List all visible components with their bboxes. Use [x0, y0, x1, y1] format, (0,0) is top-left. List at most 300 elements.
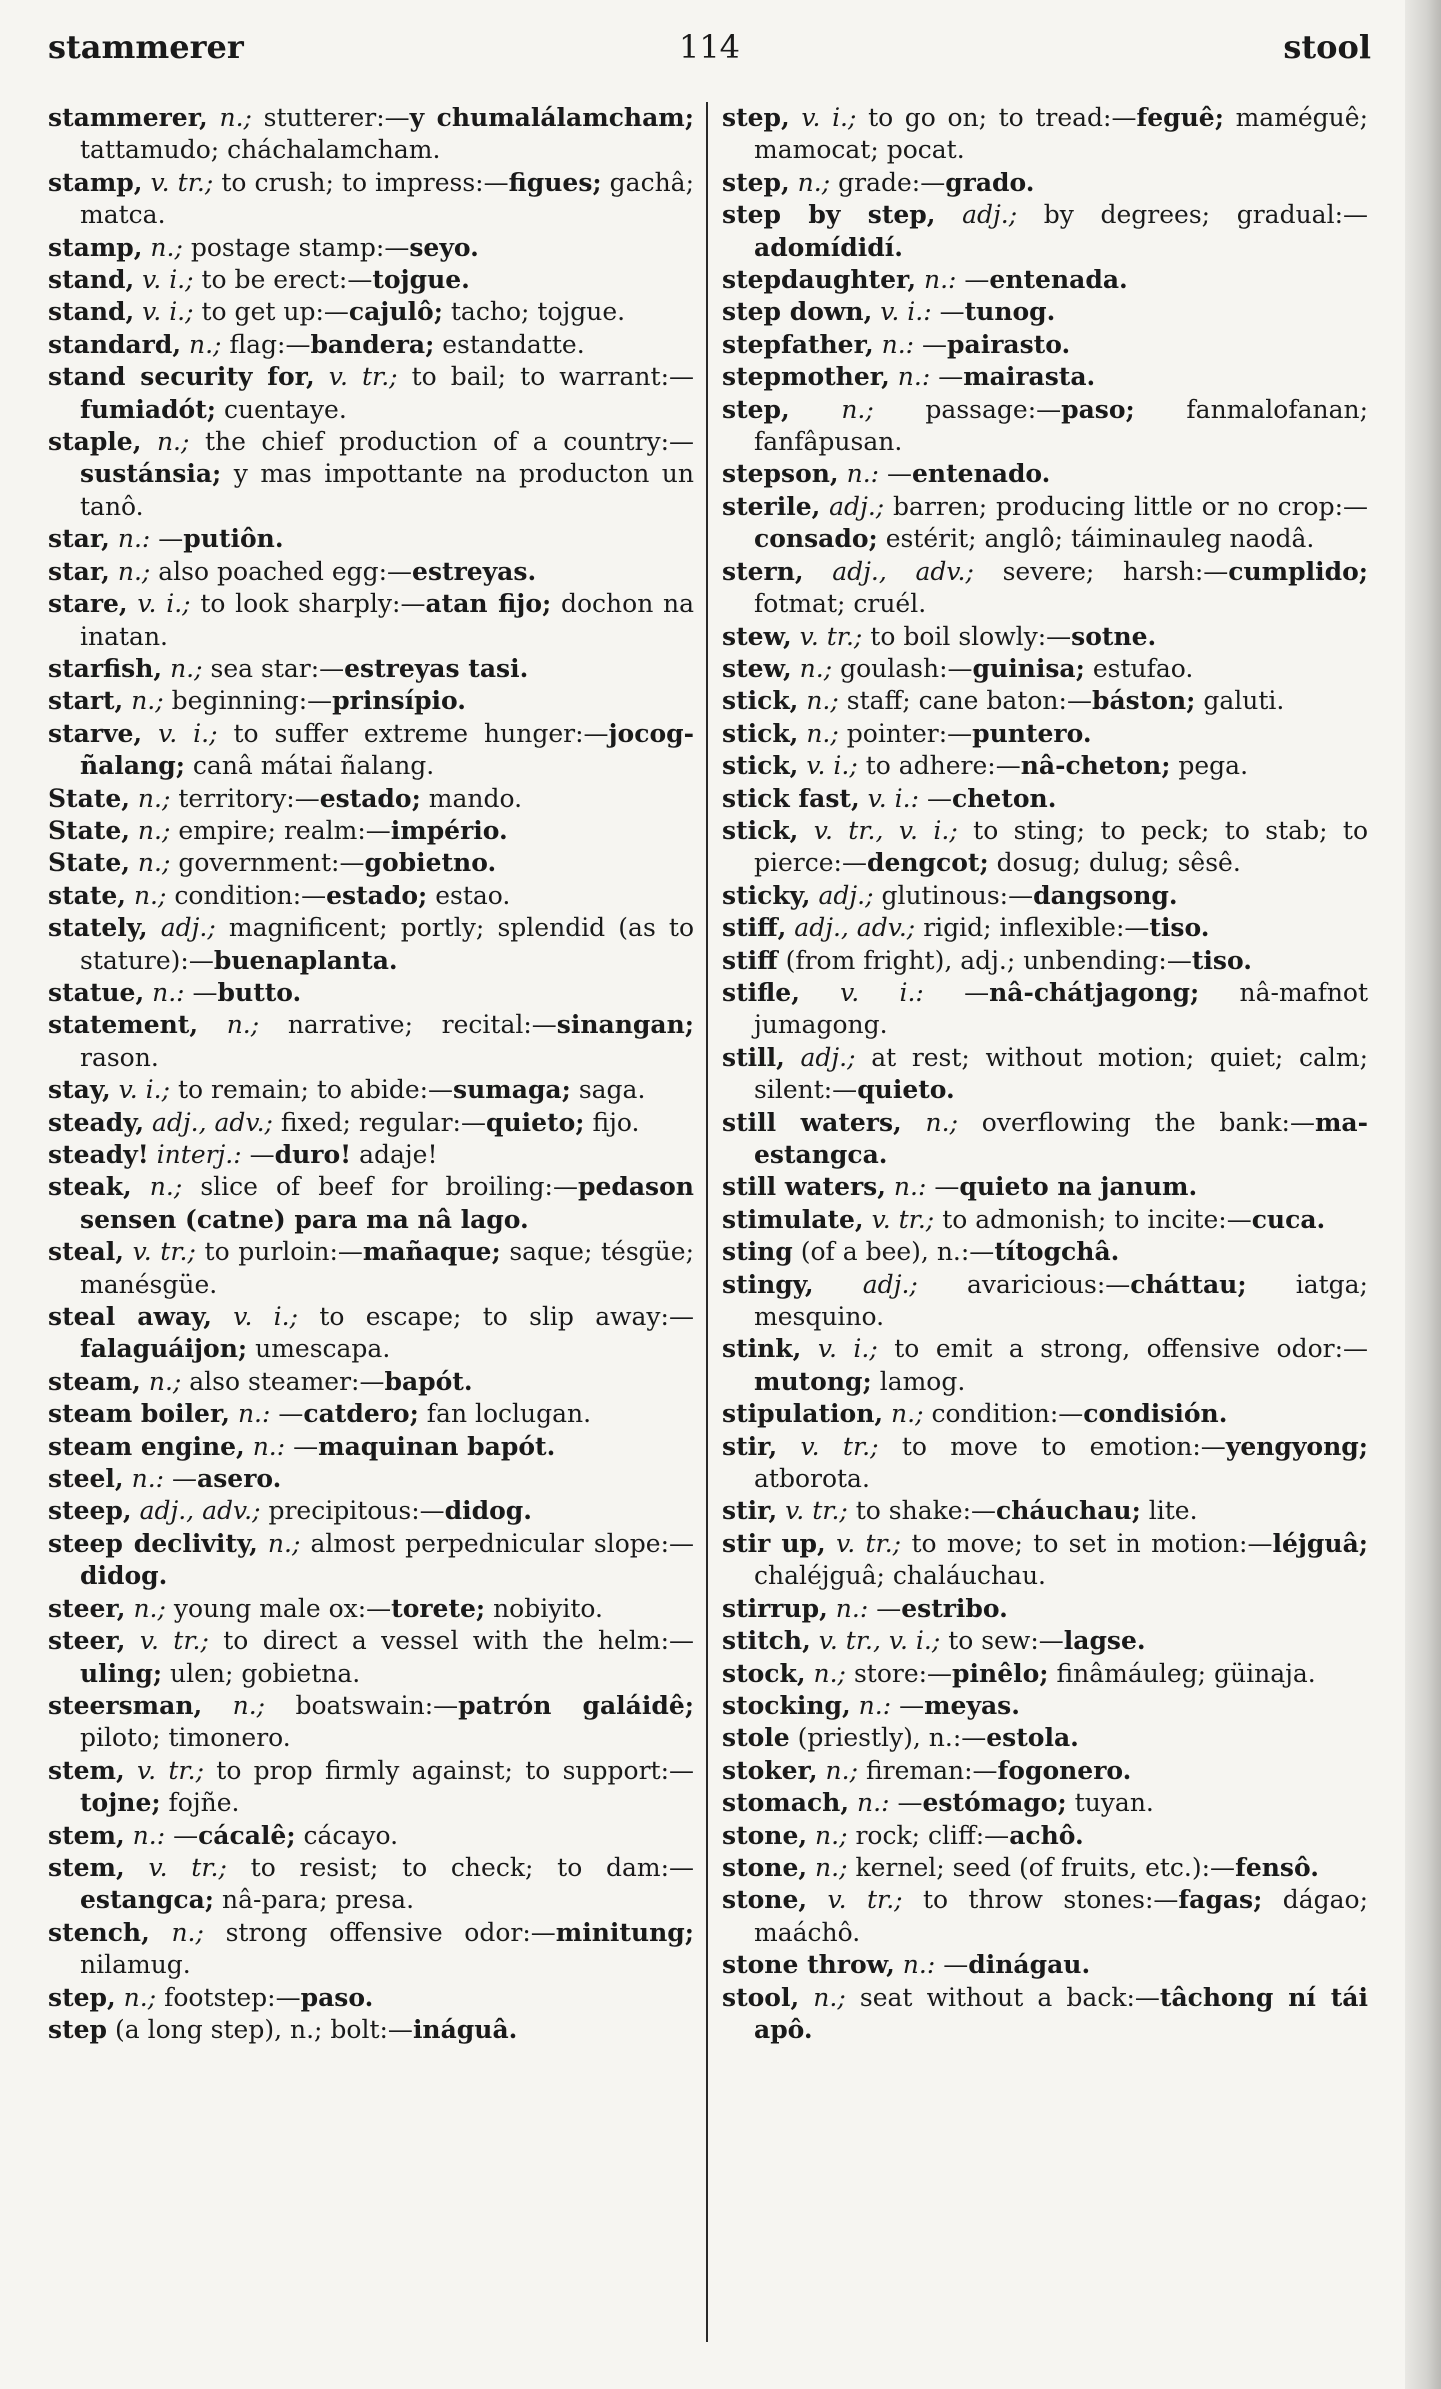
- entry-definition: to emit a strong, offensive odor:—: [894, 1334, 1368, 1364]
- dictionary-entry: [48, 1755, 694, 1820]
- entry-definition: grade:—: [838, 167, 946, 197]
- entry-equivalent: sotne.: [1071, 621, 1157, 651]
- dictionary-entry: [48, 1009, 694, 1074]
- entry-equivalent: dangsong.: [1033, 880, 1178, 910]
- entry-equivalent: títogchâ.: [994, 1237, 1120, 1267]
- entry-part-of-speech: n.;: [815, 1852, 848, 1882]
- dictionary-entry: [48, 1171, 694, 1236]
- entry-equivalent: seyo.: [409, 232, 479, 262]
- entry-part-of-speech: n.;: [806, 718, 839, 748]
- entry-part-of-speech: n.:: [132, 1820, 166, 1850]
- entry-part-of-speech: n.;: [156, 427, 190, 457]
- entry-definition: —: [293, 1431, 319, 1461]
- entry-equivalent: patrón galáidê;: [458, 1690, 694, 1720]
- dictionary-entry: [48, 1139, 694, 1171]
- entry-definition: at rest; without motion; quiet; calm; silent:—: [754, 1042, 1368, 1105]
- entry-equivalent: tâchong ní tái apô.: [754, 1982, 1368, 2044]
- dictionary-entry: [48, 1074, 694, 1106]
- entry-part-of-speech: v. i.;: [158, 718, 218, 748]
- entry-equivalent: atan fijo;: [425, 589, 552, 619]
- entry-part-of-speech: n.;: [841, 394, 874, 424]
- entry-equivalent: buenaplanta.: [213, 945, 398, 975]
- entry-definition: —: [172, 1464, 198, 1494]
- entry-equivalent: entenada.: [989, 265, 1128, 295]
- entry-definition: almost perpednicular slope:—: [310, 1528, 694, 1558]
- dictionary-entry: [48, 977, 694, 1009]
- entry-equivalent: consado;: [754, 524, 878, 554]
- entry-equivalent: ináguâ.: [412, 2014, 518, 2044]
- entry-equivalent: feguê;: [1136, 103, 1224, 132]
- entry-headword: stench,: [48, 1917, 150, 1947]
- entry-headword: stick fast,: [722, 783, 860, 813]
- dictionary-entry: [48, 232, 694, 264]
- dictionary-entry: [722, 1528, 1368, 1593]
- entry-variants: dochon na inatan.: [80, 589, 695, 651]
- entry-headword: stepfather,: [722, 329, 874, 359]
- entry-equivalent: fogonero.: [997, 1755, 1132, 1785]
- dictionary-entry: [722, 1431, 1368, 1496]
- dictionary-entry: [722, 1171, 1368, 1203]
- entry-definition: flag:—: [229, 329, 311, 359]
- entry-equivalent: sustánsia;: [80, 459, 222, 489]
- dictionary-entry: [722, 361, 1368, 393]
- entry-part-of-speech: v. i.;: [142, 297, 194, 327]
- entry-equivalent: torete;: [391, 1593, 486, 1623]
- entry-part-of-speech: n.:: [902, 1950, 936, 1980]
- entry-headword: stand,: [48, 265, 135, 295]
- entry-equivalent: falaguáijon;: [80, 1334, 248, 1364]
- entry-part-of-speech: n.;: [825, 1755, 859, 1785]
- entry-part-of-speech: adj.;: [962, 200, 1018, 230]
- dictionary-entry: [48, 102, 694, 167]
- entry-headword: staple,: [48, 427, 142, 457]
- entry-part-of-speech: n.;: [267, 1528, 301, 1558]
- entry-headword: step down,: [722, 297, 873, 327]
- entry-equivalent: léjguâ;: [1272, 1528, 1368, 1558]
- entry-part-of-speech: n.:: [252, 1431, 286, 1461]
- entry-headword: steersman,: [48, 1690, 203, 1720]
- entry-definition: to get up:—: [201, 297, 349, 327]
- entry-equivalent: meyas.: [924, 1690, 1020, 1720]
- entry-equivalent: fagas;: [1178, 1885, 1263, 1915]
- entry-equivalent: quieto na janum.: [959, 1172, 1198, 1202]
- entry-equivalent: cháttau;: [1130, 1269, 1247, 1299]
- entry-part-of-speech: v. tr., v. i.;: [818, 1626, 941, 1656]
- entry-variants: lite.: [1148, 1496, 1198, 1526]
- entry-definition: the chief production of a country:—: [204, 427, 694, 457]
- entry-part-of-speech: v. i.;: [801, 103, 857, 132]
- entry-part-of-speech: v. i.;: [142, 265, 194, 295]
- entry-equivalent: estribo.: [901, 1593, 1008, 1623]
- entry-equivalent: prinsípio.: [332, 686, 466, 716]
- entry-part-of-speech: v. i.;: [118, 1075, 171, 1105]
- entry-variants: atborota.: [754, 1464, 870, 1494]
- entry-definition: postage stamp:—: [190, 232, 410, 262]
- entry-equivalent: bandera;: [310, 329, 435, 359]
- entry-equivalent: yengyong;: [1225, 1431, 1368, 1461]
- entry-headword: stocking,: [722, 1690, 851, 1720]
- entry-definition: to direct a vessel with the helm:—: [223, 1626, 694, 1656]
- entry-definition: —: [939, 297, 965, 327]
- entry-equivalent: quieto.: [857, 1075, 955, 1105]
- entry-headword: steer,: [48, 1593, 126, 1623]
- dictionary-entry: [722, 556, 1368, 621]
- dictionary-entry: [722, 880, 1368, 912]
- dictionary-entry: [48, 847, 694, 879]
- entry-equivalent: estreyas.: [412, 556, 537, 586]
- entry-definition: stutterer:—: [263, 103, 410, 132]
- entry-part-of-speech: n.:: [857, 1788, 890, 1818]
- dictionary-entry: [722, 1755, 1368, 1787]
- entry-equivalent: nâ-chátjagong;: [989, 977, 1200, 1007]
- entry-variants: fijo.: [592, 1107, 640, 1137]
- entry-equivalent: condisión.: [1083, 1399, 1228, 1429]
- entry-part-of-speech: v. i.:: [880, 297, 932, 327]
- entry-definition: condition:—: [174, 880, 327, 910]
- entry-part-of-speech: adj., adv.;: [794, 913, 916, 943]
- entry-part-of-speech: v. i.;: [806, 751, 858, 781]
- entry-headword: statement,: [48, 1010, 199, 1040]
- entry-part-of-speech: v. tr.;: [132, 1237, 196, 1267]
- entry-definition: to resist; to check; to dam:—: [250, 1852, 695, 1882]
- entry-equivalent: tojne;: [80, 1788, 161, 1818]
- entry-part-of-speech: n.:: [237, 1399, 271, 1429]
- dictionary-entry: [722, 1333, 1368, 1398]
- entry-headword: steam,: [48, 1366, 141, 1396]
- dictionary-entry: [48, 1107, 694, 1139]
- entry-part-of-speech: n.:: [835, 1593, 869, 1623]
- dictionary-entry: [48, 880, 694, 912]
- entry-equivalent: estado;: [326, 880, 428, 910]
- entry-headword: still,: [722, 1042, 785, 1072]
- entry-definition: to shake:—: [855, 1496, 997, 1526]
- entry-equivalent: sinangan;: [556, 1010, 694, 1040]
- entry-headword: stirrup,: [722, 1593, 828, 1623]
- entry-definition: kernel; seed (of fruits, etc.):—: [855, 1852, 1236, 1882]
- entry-equivalent: figues;: [508, 167, 602, 197]
- dictionary-entry: [722, 977, 1368, 1042]
- entry-part-of-speech: n.;: [232, 1690, 266, 1720]
- entry-variants: estandatte.: [442, 329, 585, 359]
- entry-definition: —: [887, 459, 913, 489]
- entry-variants: cuentaye.: [223, 394, 347, 424]
- guide-word-right: stool: [1283, 28, 1371, 66]
- entry-equivalent: uling;: [80, 1658, 163, 1688]
- dictionary-entry: [48, 264, 694, 296]
- entry-definition: staff; cane baton:—: [846, 686, 1092, 716]
- dictionary-entry: [48, 2014, 694, 2046]
- dictionary-entry: [722, 1787, 1368, 1819]
- dictionary-entry: [722, 329, 1368, 361]
- entry-headword: stay,: [48, 1075, 111, 1105]
- entry-variants: rason.: [80, 1042, 159, 1072]
- entry-equivalent: quieto;: [485, 1107, 585, 1137]
- entry-variants: gachâ; matca.: [80, 167, 695, 230]
- entry-headword: steal,: [48, 1237, 124, 1267]
- entry-headword: stepdaughter,: [722, 265, 917, 295]
- entry-headword: stamp,: [48, 167, 143, 197]
- entry-variants: pega.: [1178, 751, 1249, 781]
- dictionary-entry: [722, 1593, 1368, 1625]
- dictionary-entry: [48, 556, 694, 588]
- entry-headword: sting: [722, 1237, 793, 1267]
- entry-headword: state,: [48, 880, 126, 910]
- entry-definition: store:—: [853, 1658, 953, 1688]
- entry-headword: starfish,: [48, 653, 163, 683]
- entry-headword: stipulation,: [722, 1399, 884, 1429]
- entry-part-of-speech: adj.;: [862, 1269, 918, 1299]
- entry-definition: precipitous:—: [268, 1496, 445, 1526]
- entry-part-of-speech: n.:: [152, 977, 185, 1007]
- dictionary-entry: [48, 1820, 694, 1852]
- entry-definition: —: [249, 1140, 275, 1169]
- dictionary-entry: [722, 653, 1368, 685]
- entry-equivalent: fensô.: [1235, 1852, 1319, 1882]
- entry-headword: steam engine,: [48, 1431, 245, 1461]
- entry-equivalent: pedason sensen (catne) para ma nâ lago.: [80, 1172, 694, 1234]
- entry-definition: to escape; to slip away:—: [319, 1302, 694, 1332]
- entry-part-of-speech: v. i.;: [137, 589, 191, 619]
- entry-variants: y mas impottante na producton un tanô.: [80, 459, 694, 521]
- entry-equivalent: cajulô;: [348, 297, 443, 327]
- entry-part-of-speech: adj., adv.;: [152, 1107, 273, 1137]
- entry-headword: stick,: [722, 751, 799, 781]
- entry-definition: avaricious:—: [966, 1269, 1131, 1299]
- entry-equivalent: império.: [390, 815, 508, 845]
- entry-headword: sticky,: [722, 880, 811, 910]
- entry-headword: step,: [722, 167, 790, 197]
- entry-headword: stone,: [722, 1852, 808, 1882]
- dictionary-entry: [722, 750, 1368, 782]
- dictionary-entry: [48, 361, 694, 426]
- entry-headword: stepmother,: [722, 362, 890, 392]
- entry-headword: steal away,: [48, 1302, 213, 1332]
- entry-equivalent: mañaque;: [362, 1237, 501, 1267]
- entry-headword: stifle,: [722, 977, 800, 1007]
- dictionary-entry: [48, 1398, 694, 1430]
- entry-variants: dágao; maáchô.: [754, 1885, 1368, 1947]
- left-column: [48, 102, 706, 2342]
- entry-definition: to purloin:—: [204, 1237, 363, 1267]
- entry-equivalent: paso.: [300, 1982, 374, 2012]
- entry-definition: to remain; to abide:—: [178, 1075, 454, 1105]
- dictionary-entry: [48, 1982, 694, 2014]
- entry-equivalent: putiôn.: [183, 524, 284, 554]
- dictionary-entry: [722, 1820, 1368, 1852]
- dictionary-entry: [722, 945, 1368, 977]
- entry-definition: —: [173, 1820, 199, 1850]
- entry-part-of-speech: v. tr.;: [328, 362, 398, 392]
- dictionary-entry: [722, 783, 1368, 815]
- entry-variants: estufao.: [1092, 653, 1194, 683]
- entry-definition: glutinous:—: [881, 880, 1034, 910]
- entry-part-of-speech: n.;: [189, 329, 222, 359]
- entry-part-of-speech: n.;: [137, 783, 171, 813]
- entry-definition: (from fright), adj.; unbending:—: [785, 945, 1192, 975]
- entry-variants: finâmáuleg; güinaja.: [1056, 1658, 1316, 1688]
- dictionary-entry: [722, 102, 1368, 167]
- entry-variants: fanmalofanan; fanfâpusan.: [754, 394, 1368, 457]
- dictionary-entry: [722, 718, 1368, 750]
- dictionary-entry: [48, 1690, 694, 1755]
- entry-headword: stem,: [48, 1852, 125, 1882]
- dictionary-entry: [722, 1690, 1368, 1722]
- entry-headword: stammerer,: [48, 103, 208, 132]
- entry-equivalent: mutong;: [754, 1366, 872, 1396]
- page-number: 114: [678, 28, 741, 66]
- entry-variants: fotmat; cruél.: [754, 589, 927, 619]
- entry-variants: fan loclugan.: [426, 1399, 592, 1429]
- entry-definition: government:—: [178, 848, 365, 878]
- entry-part-of-speech: v. tr.;: [139, 1626, 209, 1656]
- entry-variants: fojñe.: [168, 1788, 240, 1818]
- entry-equivalent: achô.: [1009, 1820, 1084, 1850]
- entry-part-of-speech: adj.;: [800, 1042, 856, 1072]
- dictionary-entry: [48, 653, 694, 685]
- dictionary-entry: [48, 1366, 694, 1398]
- entry-definition: beginning:—: [171, 686, 333, 716]
- entry-headword: step,: [48, 1982, 116, 2012]
- entry-equivalent: mairasta.: [963, 362, 1096, 392]
- entry-variants: tacho; tojgue.: [450, 297, 626, 327]
- entry-definition: seat without a back:—: [859, 1982, 1160, 2012]
- entry-part-of-speech: adj.;: [829, 491, 885, 521]
- entry-headword: stone,: [722, 1885, 808, 1915]
- entry-equivalent: báston;: [1091, 686, 1196, 716]
- entry-equivalent: bapót.: [384, 1366, 473, 1396]
- entry-variants: tattamudo; cháchalamcham.: [80, 135, 441, 165]
- dictionary-entry: [722, 621, 1368, 653]
- entry-definition: —: [934, 1172, 960, 1202]
- entry-headword: statue,: [48, 977, 145, 1007]
- entry-headword: stiff,: [722, 913, 787, 943]
- entry-part-of-speech: n.;: [170, 653, 203, 683]
- entry-equivalent: tunog.: [964, 297, 1056, 327]
- entry-variants: umescapa.: [255, 1334, 391, 1364]
- running-head: [48, 22, 1371, 72]
- entry-part-of-speech: n.;: [117, 556, 151, 586]
- dictionary-entry: [722, 1204, 1368, 1236]
- entry-equivalent: minitung;: [555, 1917, 694, 1947]
- dictionary-entry: [48, 426, 694, 523]
- entry-headword: stew,: [722, 621, 792, 651]
- entry-variants: dosug; dulug; sêsê.: [996, 848, 1241, 878]
- entry-equivalent: duro!: [274, 1140, 352, 1169]
- entry-equivalent: cháuchau;: [996, 1496, 1141, 1526]
- entry-part-of-speech: n.:: [893, 1172, 927, 1202]
- entry-equivalent: adomídidí.: [754, 232, 903, 262]
- dictionary-entry: [722, 1495, 1368, 1527]
- entry-part-of-speech: v. tr.;: [785, 1496, 848, 1526]
- entry-variants: saque; tésgüe; manésgüe.: [80, 1237, 694, 1299]
- entry-headword: step,: [722, 394, 790, 424]
- entry-headword: State,: [48, 783, 130, 813]
- entry-equivalent: dengcot;: [866, 848, 989, 878]
- entry-variants: nâ-mafnot jumagong.: [754, 977, 1368, 1040]
- entry-headword: starve,: [48, 718, 143, 748]
- dictionary-entry: [722, 912, 1368, 944]
- entry-definition: —: [943, 1950, 969, 1980]
- entry-equivalent: cuca.: [1251, 1204, 1326, 1234]
- dictionary-entry: [48, 783, 694, 815]
- dictionary-entry: [48, 588, 694, 653]
- dictionary-entry: [48, 1625, 694, 1690]
- dictionary-entry: [722, 815, 1368, 880]
- entry-headword: steam boiler,: [48, 1399, 230, 1429]
- entry-headword: stand security for,: [48, 362, 315, 392]
- entry-headword: stand,: [48, 297, 135, 327]
- entry-part-of-speech: n.;: [123, 1982, 157, 2012]
- entry-headword: stew,: [722, 653, 792, 683]
- entry-part-of-speech: n.:: [846, 459, 880, 489]
- entry-headword: steep declivity,: [48, 1528, 258, 1558]
- entry-variants: lamog.: [879, 1366, 966, 1396]
- entry-definition: slice of beef for broiling:—: [200, 1172, 578, 1202]
- entry-part-of-speech: n.;: [150, 232, 183, 262]
- entry-headword: stimulate,: [722, 1204, 864, 1234]
- entry-equivalent: cácalê;: [198, 1820, 296, 1850]
- entry-variants: canâ mátai ñalang.: [192, 751, 435, 781]
- entry-equivalent: lagse.: [1063, 1626, 1146, 1656]
- entry-equivalent: pinêlo;: [952, 1658, 1049, 1688]
- entry-part-of-speech: v. i.;: [817, 1334, 878, 1364]
- entry-part-of-speech: v. tr.;: [799, 621, 863, 651]
- entry-definition: severe; harsh:—: [1002, 556, 1229, 586]
- entry-part-of-speech: n.;: [137, 848, 171, 878]
- entry-equivalent: grado.: [945, 167, 1035, 197]
- entry-definition: —: [922, 329, 948, 359]
- dictionary-entry: [722, 1269, 1368, 1334]
- dictionary-entry: [722, 167, 1368, 199]
- dictionary-entry: [722, 1982, 1368, 2047]
- entry-headword: stock,: [722, 1658, 806, 1688]
- entry-definition: narrative; recital:—: [287, 1010, 557, 1040]
- entry-part-of-speech: interj.:: [156, 1140, 242, 1169]
- entry-headword: stir up,: [722, 1528, 826, 1558]
- entry-part-of-speech: n.;: [219, 103, 252, 132]
- entry-part-of-speech: n.;: [133, 880, 167, 910]
- entry-part-of-speech: n.;: [813, 1982, 846, 2012]
- entry-part-of-speech: n.;: [815, 1820, 848, 1850]
- entry-equivalent: pairasto.: [947, 329, 1071, 359]
- entry-part-of-speech: adj., adv.;: [832, 556, 974, 586]
- entry-definition: magnificent; portly; splendid (as to stature):—: [80, 913, 695, 975]
- entry-headword: stern,: [722, 556, 804, 586]
- entry-definition: rigid; inflexible:—: [923, 913, 1150, 943]
- entry-variants: estérit; anglô; táiminauleg naodâ.: [885, 524, 1315, 554]
- dictionary-entry: [48, 718, 694, 783]
- page-edge-shadow: [1405, 0, 1441, 2389]
- entry-part-of-speech: n.:: [881, 329, 915, 359]
- entry-part-of-speech: n.;: [226, 1010, 260, 1040]
- entry-headword: step,: [722, 103, 790, 132]
- dictionary-entry: [48, 1236, 694, 1301]
- entry-definition: —: [897, 1788, 923, 1818]
- entry-definition: (priestly), n.:—: [797, 1723, 987, 1753]
- entry-definition: to admonish; to incite:—: [942, 1204, 1252, 1234]
- entry-headword: star,: [48, 556, 110, 586]
- dictionary-entry: [48, 1463, 694, 1495]
- entry-equivalent: nâ-cheton;: [1020, 751, 1171, 781]
- entry-definition: goulash:—: [840, 653, 973, 683]
- dictionary-entry: [722, 296, 1368, 328]
- entry-definition: pointer:—: [846, 718, 973, 748]
- entry-headword: steady,: [48, 1107, 145, 1137]
- entry-equivalent: tojgue.: [372, 265, 470, 295]
- entry-definition: (a long step), n.; bolt:—: [114, 2014, 413, 2044]
- dictionary-entry: [722, 685, 1368, 717]
- entry-equivalent: estangca;: [80, 1885, 215, 1915]
